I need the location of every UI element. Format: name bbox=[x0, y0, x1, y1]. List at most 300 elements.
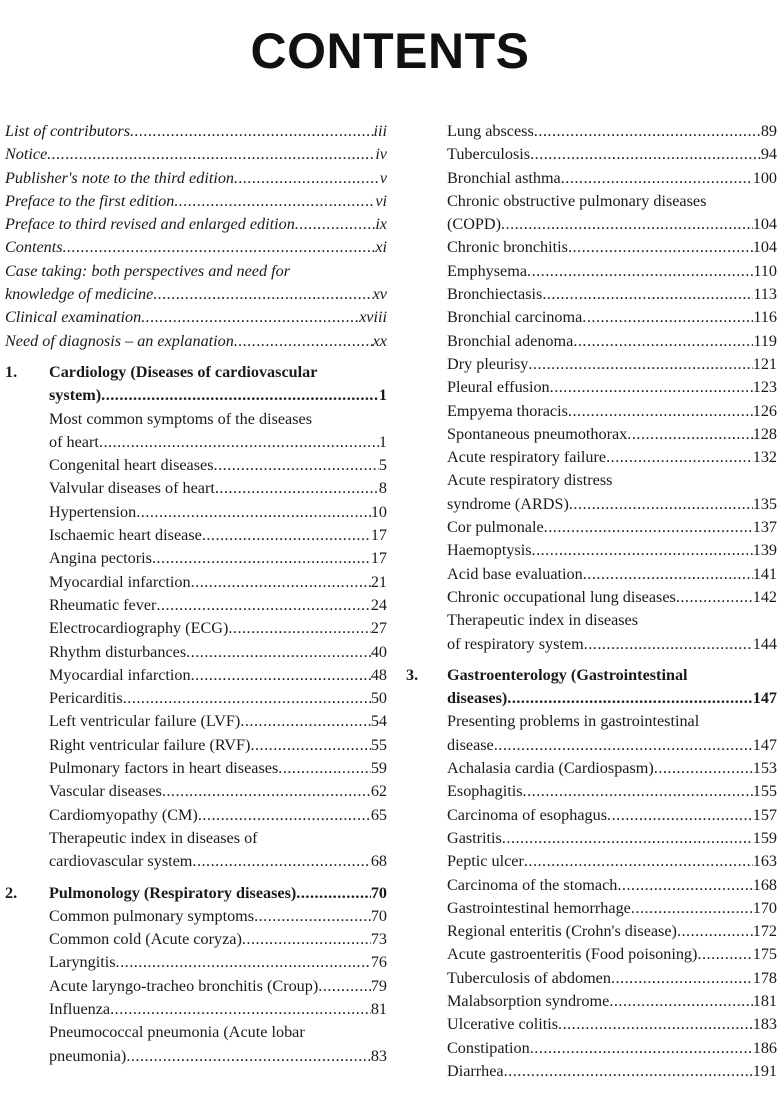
entry-title: of respiratory system bbox=[447, 634, 584, 653]
page-number: iv bbox=[375, 145, 387, 164]
entry-line bbox=[5, 975, 387, 998]
dot-leader bbox=[250, 734, 370, 757]
page-number: 186 bbox=[752, 1038, 777, 1057]
toc-entry bbox=[5, 617, 387, 640]
entry-line bbox=[5, 143, 387, 166]
toc-entry bbox=[406, 353, 777, 376]
dot-leader bbox=[240, 710, 370, 733]
dot-leader bbox=[116, 951, 371, 974]
page-number: 50 bbox=[370, 689, 387, 708]
toc-entry bbox=[406, 757, 777, 780]
entry-title: Laryngitis bbox=[49, 953, 116, 972]
toc-entry bbox=[406, 563, 777, 586]
entry-title: Ulcerative colitis bbox=[447, 1015, 559, 1034]
entry-line bbox=[5, 547, 387, 570]
dot-leader bbox=[534, 120, 761, 143]
entry-title: (COPD) bbox=[447, 215, 501, 234]
page-number: 17 bbox=[370, 549, 387, 568]
dot-leader bbox=[186, 641, 371, 664]
page-number: 70 bbox=[370, 906, 387, 925]
dot-leader bbox=[504, 1060, 753, 1083]
entry-line bbox=[406, 143, 777, 166]
dot-leader bbox=[550, 376, 753, 399]
page-number: 89 bbox=[760, 122, 777, 140]
chapter-number-spacer bbox=[406, 687, 447, 710]
entry-line bbox=[406, 633, 777, 656]
page-number: xi bbox=[375, 238, 387, 257]
entry-line bbox=[406, 376, 777, 399]
page-number: 1 bbox=[378, 386, 387, 405]
page-number: 1 bbox=[378, 432, 387, 451]
page-number: 121 bbox=[752, 354, 777, 373]
entry-line bbox=[406, 804, 777, 827]
page-number: 79 bbox=[370, 976, 387, 995]
entry-title: Preface to the first edition bbox=[5, 191, 175, 210]
chapter-number: 3. bbox=[406, 665, 419, 684]
dot-leader bbox=[162, 780, 371, 803]
entry-line bbox=[5, 928, 387, 951]
page-number: 183 bbox=[752, 1015, 777, 1034]
entry-line bbox=[5, 905, 387, 928]
toc-entry bbox=[406, 376, 777, 399]
entry-title: of heart bbox=[49, 432, 99, 451]
entry-title: Chronic bronchitis bbox=[447, 238, 568, 257]
entry-line bbox=[5, 998, 387, 1021]
page-number: xx bbox=[372, 331, 387, 350]
toc-entry bbox=[406, 516, 777, 539]
toc-entry bbox=[406, 586, 777, 609]
toc-entry bbox=[406, 827, 777, 850]
dot-leader bbox=[558, 1013, 753, 1036]
entry-title: Myocardial infarction bbox=[49, 665, 191, 684]
entry-title: Acute gastroenteritis (Food poisoning) bbox=[447, 945, 698, 964]
entry-line bbox=[5, 664, 387, 687]
dot-leader bbox=[530, 143, 761, 166]
entry-title: Preface to third revised and enlarged edition bbox=[5, 215, 295, 234]
page-number: xv bbox=[372, 285, 387, 304]
toc-entry bbox=[406, 609, 777, 656]
entry-line bbox=[406, 283, 777, 306]
entry-title: Diarrhea bbox=[447, 1061, 504, 1080]
page-number: 172 bbox=[752, 922, 777, 941]
entry-line bbox=[406, 330, 777, 353]
entry-title: diseases) bbox=[447, 689, 508, 708]
entry-title: Hypertension bbox=[49, 502, 137, 521]
page-number: 68 bbox=[370, 852, 387, 871]
entry-line bbox=[5, 734, 387, 757]
entry-title: Influenza bbox=[49, 999, 111, 1018]
entry-line bbox=[5, 524, 387, 547]
entry-title: Need of diagnosis – an explanation bbox=[5, 331, 234, 350]
entry-line bbox=[5, 236, 387, 259]
entry-line bbox=[5, 213, 387, 236]
entry-line bbox=[5, 617, 387, 640]
entry-title: Malabsorption syndrome bbox=[447, 991, 610, 1010]
toc-entry bbox=[5, 687, 387, 710]
dot-leader bbox=[234, 330, 373, 353]
toc-entry bbox=[406, 469, 777, 516]
entry-title: Rheumatic fever bbox=[49, 595, 157, 614]
toc-entry bbox=[406, 710, 777, 757]
page-number: 24 bbox=[370, 595, 387, 614]
toc-entry bbox=[406, 120, 777, 143]
entry-line bbox=[406, 120, 777, 143]
page-number: 155 bbox=[752, 782, 777, 801]
toc-entry bbox=[5, 190, 387, 213]
entry-title: Myocardial infarction bbox=[49, 572, 191, 591]
dot-leader bbox=[583, 563, 753, 586]
page-number: 139 bbox=[752, 541, 777, 560]
entry-title: Gastrointestinal hemorrhage bbox=[447, 898, 631, 917]
entry-first-line bbox=[406, 609, 777, 632]
page-number: 123 bbox=[752, 378, 777, 397]
entry-title: Bronchial carcinoma bbox=[447, 308, 583, 327]
toc-entry bbox=[5, 120, 387, 143]
page-number: 70 bbox=[370, 883, 387, 902]
dot-leader bbox=[228, 617, 370, 640]
dot-leader bbox=[532, 539, 753, 562]
dot-leader bbox=[524, 850, 753, 873]
entry-line bbox=[406, 1060, 777, 1083]
dot-leader bbox=[174, 190, 375, 213]
entry-title-line1: Case taking: both perspectives and need for bbox=[5, 261, 291, 280]
dot-leader bbox=[573, 330, 753, 353]
toc-entry bbox=[406, 943, 777, 966]
entry-line bbox=[5, 850, 387, 873]
entry-title: system) bbox=[49, 386, 102, 405]
entry-line bbox=[406, 734, 777, 757]
dot-leader bbox=[544, 516, 753, 539]
entry-title-line1: Therapeutic index in diseases of bbox=[49, 828, 258, 847]
page-number: 157 bbox=[752, 805, 777, 824]
entry-title-line1: Acute respiratory distress bbox=[447, 471, 613, 490]
entry-title: Haemoptysis bbox=[447, 541, 532, 560]
chapter-heading bbox=[406, 664, 777, 711]
page-number: 141 bbox=[752, 564, 777, 583]
toc-entry bbox=[5, 734, 387, 757]
page-number: 81 bbox=[370, 999, 387, 1018]
dot-leader bbox=[63, 236, 376, 259]
page-number: 54 bbox=[370, 712, 387, 731]
chapter-heading bbox=[5, 361, 387, 408]
contents-right-column bbox=[406, 120, 777, 1083]
toc-entry bbox=[5, 975, 387, 998]
dot-leader bbox=[494, 734, 753, 757]
entry-title: Empyema thoracis bbox=[447, 401, 568, 420]
entry-line bbox=[5, 477, 387, 500]
dot-leader bbox=[47, 143, 375, 166]
toc-entry bbox=[406, 990, 777, 1013]
dot-leader bbox=[677, 920, 753, 943]
dot-leader bbox=[606, 446, 753, 469]
page-number: 65 bbox=[370, 805, 387, 824]
dot-leader bbox=[156, 594, 370, 617]
dot-leader bbox=[530, 1037, 753, 1060]
dot-leader bbox=[192, 850, 370, 873]
toc-entry bbox=[406, 874, 777, 897]
page-title: CONTENTS bbox=[250, 23, 530, 79]
entry-line bbox=[406, 493, 777, 516]
toc-entry bbox=[406, 446, 777, 469]
dot-leader bbox=[254, 905, 371, 928]
toc-entry bbox=[406, 190, 777, 237]
page-number: 175 bbox=[752, 945, 777, 964]
dot-leader bbox=[215, 477, 379, 500]
page-number: 132 bbox=[752, 448, 777, 467]
page-number: 159 bbox=[752, 828, 777, 847]
dot-leader bbox=[568, 236, 753, 259]
dot-leader bbox=[654, 757, 753, 780]
dot-leader bbox=[296, 882, 371, 905]
toc-entry bbox=[5, 306, 387, 329]
entry-title: Bronchial adenoma bbox=[447, 331, 574, 350]
dot-leader bbox=[242, 928, 371, 951]
toc-entry bbox=[406, 423, 777, 446]
toc-entry bbox=[5, 167, 387, 190]
toc-entry bbox=[406, 804, 777, 827]
toc-entry bbox=[406, 897, 777, 920]
entry-title: syndrome (ARDS) bbox=[447, 494, 569, 513]
entry-line bbox=[406, 827, 777, 850]
toc-entry bbox=[406, 400, 777, 423]
entry-title: Angina pectoris bbox=[49, 549, 152, 568]
page-number: 163 bbox=[752, 852, 777, 871]
entry-line bbox=[406, 780, 777, 803]
entry-line bbox=[5, 687, 387, 710]
page-number: 21 bbox=[370, 572, 387, 591]
entry-title: List of contributors bbox=[5, 122, 131, 140]
entry-line bbox=[5, 951, 387, 974]
dot-leader bbox=[697, 943, 752, 966]
dot-leader bbox=[609, 990, 752, 1013]
page-number: 76 bbox=[370, 953, 387, 972]
entry-line bbox=[5, 431, 387, 454]
entry-title: Left ventricular failure (LVF) bbox=[49, 712, 241, 731]
page-number: 27 bbox=[370, 619, 387, 638]
dot-leader bbox=[607, 804, 753, 827]
entry-first-line bbox=[406, 190, 777, 213]
page-number: xviii bbox=[359, 308, 387, 327]
toc-entry bbox=[5, 905, 387, 928]
toc-entry bbox=[5, 951, 387, 974]
dot-leader bbox=[123, 687, 371, 710]
dot-leader bbox=[153, 283, 372, 306]
entry-line bbox=[406, 1037, 777, 1060]
dot-leader bbox=[582, 306, 753, 329]
entry-title-line1: Therapeutic index in diseases bbox=[447, 611, 639, 630]
entry-title: disease bbox=[447, 735, 494, 754]
entry-title: Ischaemic heart disease bbox=[49, 526, 202, 545]
entry-title: Electrocardiography (ECG) bbox=[49, 619, 229, 638]
entry-title: Spontaneous pneumothorax bbox=[447, 424, 628, 443]
chapter-number: 1. bbox=[5, 362, 18, 381]
contents-left-column bbox=[5, 120, 387, 1068]
page-number: 104 bbox=[752, 215, 777, 234]
toc-entry bbox=[5, 757, 387, 780]
entry-first-line bbox=[5, 408, 387, 431]
entry-first-line bbox=[5, 827, 387, 850]
entry-title: Clinical examination bbox=[5, 308, 142, 327]
entry-line bbox=[5, 501, 387, 524]
entry-title: Notice bbox=[5, 145, 48, 164]
page-number: 153 bbox=[752, 759, 777, 778]
toc-entry bbox=[5, 524, 387, 547]
dot-leader bbox=[141, 306, 359, 329]
toc-entry bbox=[5, 477, 387, 500]
entry-title: Regional enteritis (Crohn's disease) bbox=[447, 922, 677, 941]
entry-line bbox=[5, 283, 387, 306]
dot-leader bbox=[502, 827, 753, 850]
toc-entry bbox=[5, 664, 387, 687]
page-number: 119 bbox=[753, 331, 777, 350]
entry-line bbox=[406, 516, 777, 539]
entry-first-line bbox=[5, 260, 387, 283]
page-number: 94 bbox=[760, 145, 777, 164]
chapter-number-spacer bbox=[5, 384, 49, 407]
entry-line bbox=[406, 967, 777, 990]
entry-title: knowledge of medicine bbox=[5, 285, 154, 304]
entry-line bbox=[406, 1013, 777, 1036]
entry-line bbox=[5, 167, 387, 190]
entry-title: cardiovascular system bbox=[49, 852, 193, 871]
page-number: 126 bbox=[752, 401, 777, 420]
toc-entry bbox=[5, 928, 387, 951]
entry-line bbox=[406, 423, 777, 446]
entry-title: Right ventricular failure (RVF) bbox=[49, 735, 251, 754]
toc-entry bbox=[406, 260, 777, 283]
entry-line bbox=[406, 213, 777, 236]
page-number: 17 bbox=[370, 526, 387, 545]
dot-leader bbox=[631, 897, 753, 920]
page-number: 178 bbox=[752, 968, 777, 987]
toc-entry bbox=[406, 539, 777, 562]
dot-leader bbox=[528, 353, 752, 376]
page-number: 181 bbox=[752, 991, 777, 1010]
toc-entry bbox=[5, 571, 387, 594]
toc-entry bbox=[5, 501, 387, 524]
entry-title-line1: Presenting problems in gastrointestinal bbox=[447, 712, 700, 731]
entry-first-line bbox=[5, 1021, 387, 1044]
page-number: 83 bbox=[370, 1046, 387, 1065]
dot-leader bbox=[101, 384, 379, 407]
toc-entry bbox=[406, 306, 777, 329]
entry-title: Contents bbox=[5, 238, 63, 257]
dot-leader bbox=[99, 431, 379, 454]
chapter-number: 2. bbox=[5, 883, 18, 902]
entry-title-line1: Pneumococcal pneumonia (Acute lobar bbox=[49, 1023, 305, 1042]
entry-line bbox=[5, 120, 387, 143]
toc-entry bbox=[5, 594, 387, 617]
dot-leader bbox=[561, 167, 753, 190]
toc-entry bbox=[406, 1060, 777, 1083]
dot-leader bbox=[611, 967, 753, 990]
page-number: 48 bbox=[370, 665, 387, 684]
page-number: iii bbox=[373, 122, 387, 140]
page-number: 73 bbox=[370, 930, 387, 949]
dot-leader bbox=[136, 501, 371, 524]
entry-line bbox=[406, 236, 777, 259]
entry-line bbox=[5, 454, 387, 477]
dot-leader bbox=[627, 423, 752, 446]
page-number: 10 bbox=[370, 502, 387, 521]
entry-first-line bbox=[406, 469, 777, 492]
page-number: 170 bbox=[752, 898, 777, 917]
entry-title: Bronchiectasis bbox=[447, 285, 543, 304]
dot-leader bbox=[501, 213, 753, 236]
toc-entry bbox=[5, 143, 387, 166]
entry-line bbox=[406, 757, 777, 780]
entry-title: Esophagitis bbox=[447, 782, 523, 801]
dot-leader bbox=[676, 586, 753, 609]
entry-title: Congenital heart diseases bbox=[49, 456, 214, 475]
page-number: v bbox=[379, 168, 387, 187]
toc-entry bbox=[5, 330, 387, 353]
entry-title: Gastritis bbox=[447, 828, 502, 847]
toc-entry bbox=[406, 1013, 777, 1036]
toc-entry bbox=[5, 213, 387, 236]
dot-leader bbox=[584, 633, 753, 656]
toc-entry bbox=[406, 920, 777, 943]
entry-title: Carcinoma of esophagus bbox=[447, 805, 608, 824]
entry-title-line1: Chronic obstructive pulmonary diseases bbox=[447, 191, 707, 210]
toc-entry bbox=[406, 143, 777, 166]
toc-entry bbox=[406, 1037, 777, 1060]
dot-leader bbox=[542, 283, 753, 306]
page-number: 168 bbox=[752, 875, 777, 894]
dot-leader bbox=[527, 260, 753, 283]
entry-title: Cor pulmonale bbox=[447, 518, 544, 537]
dot-leader bbox=[507, 687, 752, 710]
entry-line bbox=[5, 571, 387, 594]
entry-line bbox=[406, 260, 777, 283]
toc-entry bbox=[5, 827, 387, 874]
dot-leader bbox=[278, 757, 371, 780]
entry-line bbox=[5, 780, 387, 803]
dot-leader bbox=[318, 975, 371, 998]
toc-entry bbox=[5, 998, 387, 1021]
dot-leader bbox=[234, 167, 380, 190]
toc-entry bbox=[5, 641, 387, 664]
dot-leader bbox=[202, 524, 371, 547]
page-number: 40 bbox=[370, 642, 387, 661]
page-number: 8 bbox=[378, 479, 387, 498]
entry-title: Lung abscess bbox=[447, 122, 534, 140]
page-number: 147 bbox=[752, 735, 777, 754]
entry-line bbox=[406, 850, 777, 873]
page-number: 55 bbox=[370, 735, 387, 754]
toc-entry bbox=[5, 1021, 387, 1068]
dot-leader bbox=[569, 493, 753, 516]
dot-leader bbox=[191, 571, 371, 594]
entry-line bbox=[5, 330, 387, 353]
toc-entry bbox=[406, 850, 777, 873]
entry-line bbox=[406, 306, 777, 329]
entry-line bbox=[5, 594, 387, 617]
dot-leader bbox=[617, 874, 752, 897]
entry-line bbox=[406, 400, 777, 423]
dot-leader bbox=[214, 454, 379, 477]
dot-leader bbox=[126, 1045, 370, 1068]
entry-title: Acute respiratory failure bbox=[447, 448, 607, 467]
entry-line bbox=[406, 920, 777, 943]
toc-entry bbox=[406, 967, 777, 990]
toc-entry bbox=[5, 710, 387, 733]
entry-title-line1: Gastroenterology (Gastrointestinal bbox=[447, 665, 688, 684]
entry-line bbox=[406, 586, 777, 609]
entry-line bbox=[406, 990, 777, 1013]
page-number: 135 bbox=[752, 494, 777, 513]
entry-title: Emphysema bbox=[447, 261, 528, 280]
